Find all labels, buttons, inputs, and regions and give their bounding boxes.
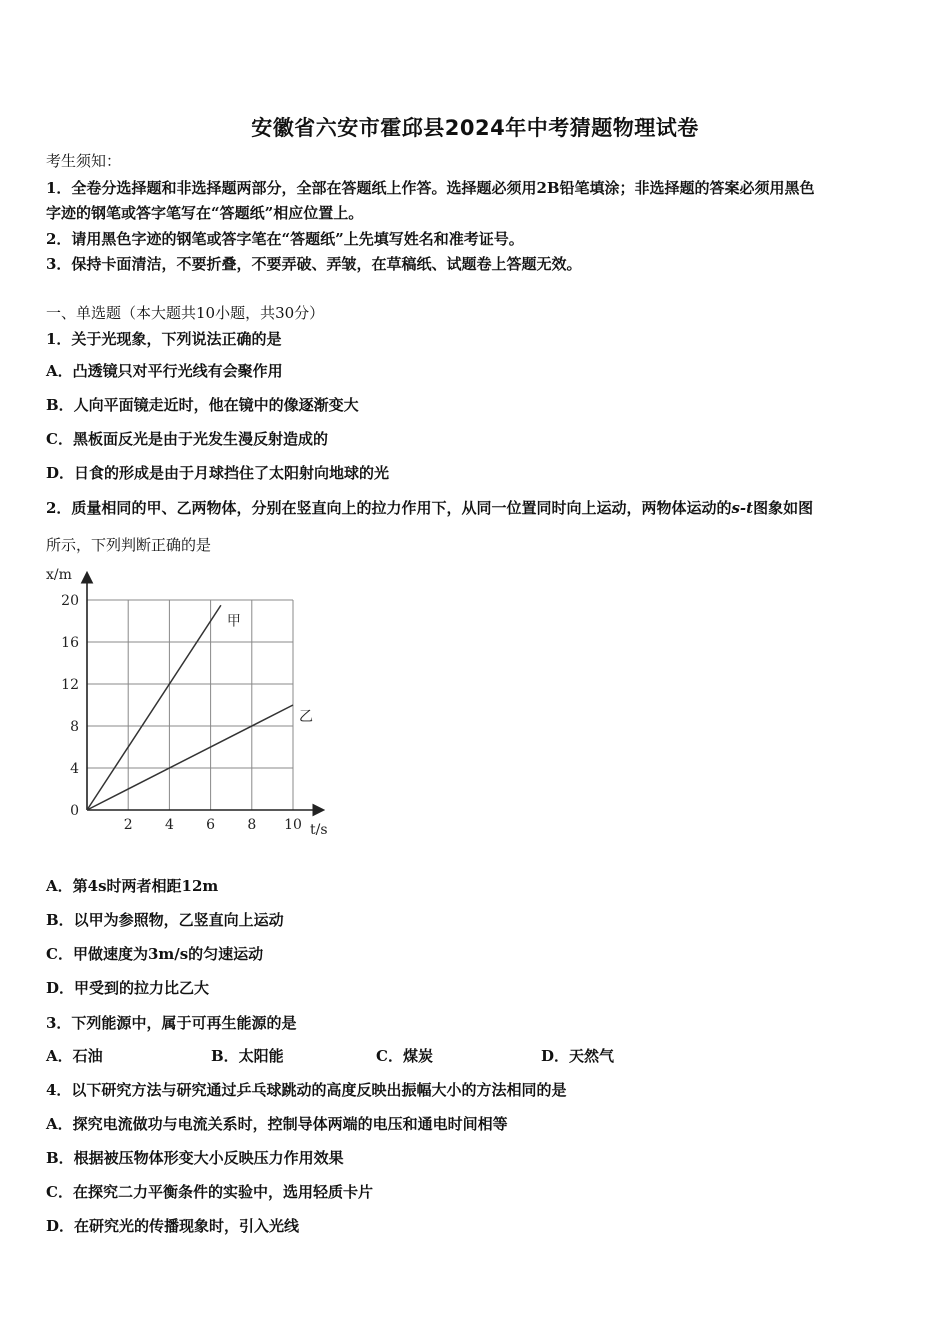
q2-stem-italic: s-t (731, 499, 754, 517)
q4-option-b: B．根据被压物体形变大小反映压力作用效果 (46, 1149, 344, 1167)
y-tick-label: 0 (70, 803, 79, 819)
notice-item-2: 2．请用黑色字迹的钢笔或答字笔在“答题纸”上先填写姓名和准考证号。 (46, 230, 524, 248)
y-tick-label: 12 (61, 677, 79, 693)
y-tick-label: 16 (61, 635, 79, 651)
q1-option-c: C．黑板面反光是由于光发生漫反射造成的 (46, 430, 328, 448)
q4-option-c: C．在探究二力平衡条件的实验中，选用轻质卡片 (46, 1183, 373, 1201)
q3-stem: 3．下列能源中，属于可再生能源的是 (46, 1014, 297, 1032)
y-axis-label: x/m (46, 567, 72, 583)
notice-item-1: 1．全卷分选择题和非选择题两部分，全部在答题纸上作答。选择题必须用2B铅笔填涂；非选择题的答案必须用黑色 (46, 179, 815, 197)
q1-option-d: D．日食的形成是由于月球挡住了太阳射向地球的光 (46, 464, 390, 482)
q1-stem: 1．关于光现象，下列说法正确的是 (46, 330, 282, 348)
q2-option-a: A．第4s时两者相距12m (46, 877, 219, 895)
q3-option-b: B．太阳能 (211, 1047, 284, 1065)
q2-stem-part1: 2．质量相同的甲、乙两物体，分别在竖直向上的拉力作用下，从同一位置同时向上运动，两物体运动的 (46, 499, 732, 517)
x-tick-label: 6 (206, 817, 216, 833)
y-tick-label: 20 (61, 593, 79, 609)
series-line-2 (87, 705, 293, 810)
x-tick-label: 4 (164, 817, 174, 833)
q3-option-c: C．煤炭 (376, 1047, 433, 1065)
y-tick-label: 8 (70, 719, 79, 735)
y-tick-label: 4 (70, 761, 79, 777)
x-tick-label: 2 (123, 817, 133, 833)
q3-option-d: D．天然气 (541, 1047, 615, 1065)
q2-option-b: B．以甲为参照物，乙竖直向上运动 (46, 911, 284, 929)
q1-option-a: A．凸透镜只对平行光线有会聚作用 (46, 362, 283, 380)
st-graph (40, 562, 340, 842)
x-axis-label: t/s (310, 822, 328, 838)
q2-stem-part2: 图象如图 (753, 499, 814, 517)
q2-stem (46, 497, 813, 518)
series-label-1: 甲 (226, 613, 241, 630)
section-heading: 一、单选题（本大题共10小题，共30分） (46, 304, 325, 322)
q2-stem-line2: 所示，下列判断正确的是 (46, 536, 212, 554)
notice-item-1-cont: 字迹的钢笔或答字笔写在“答题纸”相应位置上。 (46, 204, 364, 222)
series-line-1 (87, 605, 221, 810)
q4-stem: 4．以下研究方法与研究通过乒乓球跳动的高度反映出振幅大小的方法相同的是 (46, 1081, 567, 1099)
page-title: 安徽省六安市霍邱县2024年中考猜题物理试卷 (251, 116, 699, 140)
x-tick-label: 8 (247, 817, 257, 833)
notice-heading: 考生须知： (46, 152, 122, 170)
q4-option-a: A．探究电流做功与电流关系时，控制导体两端的电压和通电时间相等 (46, 1115, 508, 1133)
x-tick-label: 10 (284, 817, 302, 833)
notice-item-3: 3．保持卡面清洁，不要折叠，不要弄破、弄皱，在草稿纸、试题卷上答题无效。 (46, 255, 582, 273)
q2-option-c: C．甲做速度为3m/s的匀速运动 (46, 945, 264, 963)
q4-option-d: D．在研究光的传播现象时，引入光线 (46, 1217, 300, 1235)
series-label-2: 乙 (299, 709, 313, 725)
q2-option-d: D．甲受到的拉力比乙大 (46, 979, 210, 997)
q3-option-a: A．石油 (46, 1047, 103, 1065)
q1-option-b: B．人向平面镜走近时，他在镜中的像逐渐变大 (46, 396, 359, 414)
